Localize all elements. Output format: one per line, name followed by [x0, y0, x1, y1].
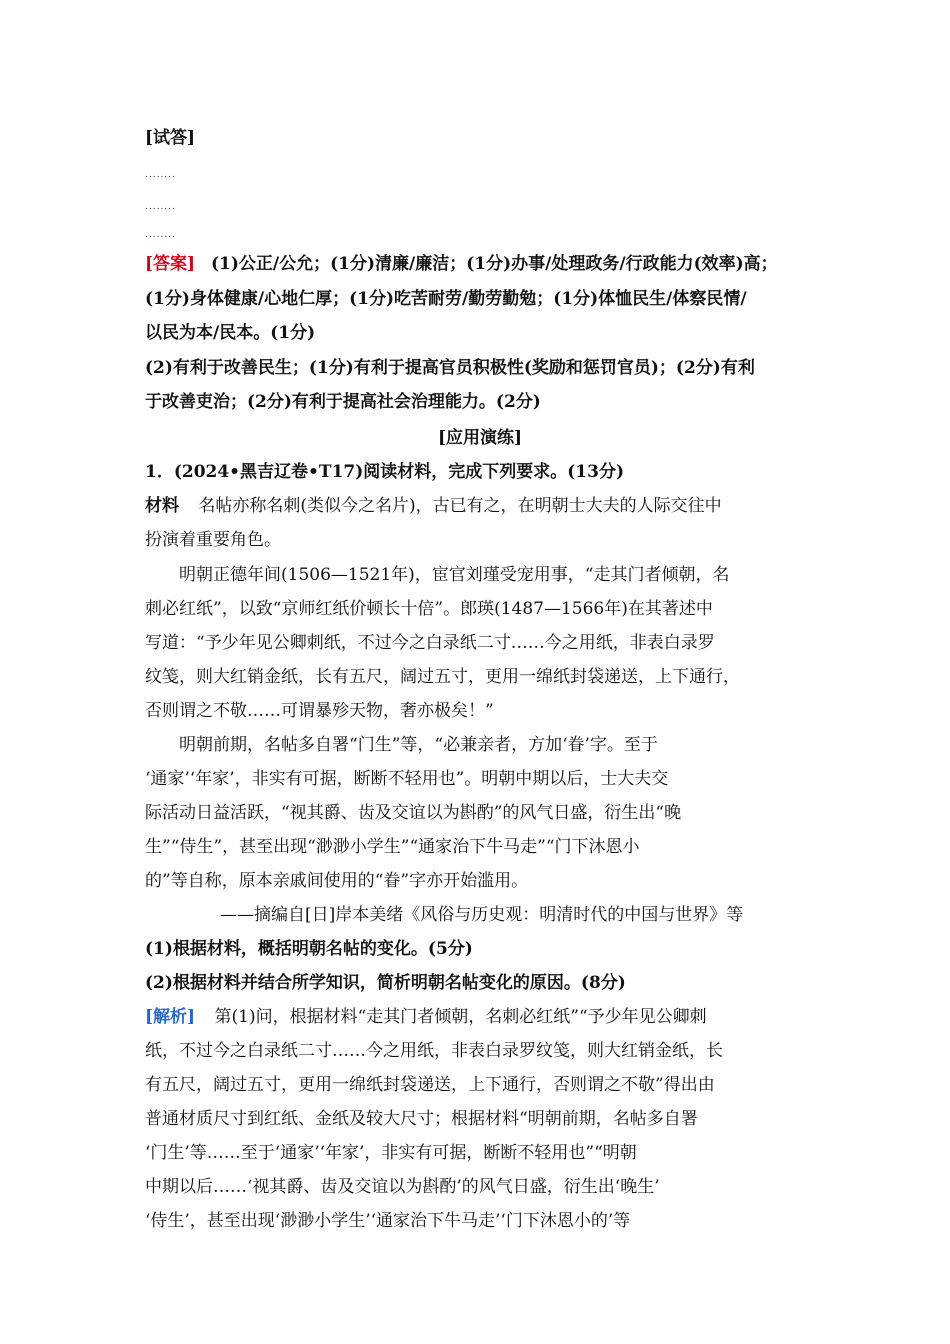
section-title: [应用演练] — [437, 428, 523, 448]
answer-blank-line-2: ........ — [145, 202, 176, 212]
para3-line-5: 的”等自称，原本亲戚间使用的“眷”字亦开始滥用。 — [145, 871, 529, 891]
analysis-line-1 — [145, 1005, 815, 1029]
answer-line-2: (1分)身体健康/心地仁厚；(1分)吃苦耐劳/勤劳勤勉；(1分)体恤民生/体察民情/ — [145, 289, 747, 309]
material-label: 材料 — [145, 496, 179, 516]
para2-line-4: 纹笺，则大红销金纸，长有五尺，阔过五寸，更用一绵纸封袋递送，上下通行， — [145, 667, 740, 687]
material-text-1: 名帖亦称名刺(类似今之名片)，古已有之，在明朝士大夫的人际交往中 — [198, 496, 722, 516]
analysis-line-5: ‘门生’等……至于‘通家’‘年家’，非实有可据，断断不轻用也”“明朝 — [145, 1143, 637, 1163]
para2-line-1: 明朝正德年间(1506—1521年)，宦官刘瑾受宠用事，“走其门者倾朝，名 — [179, 565, 730, 585]
analysis-line-7: ‘侍生’，甚至出现‘渺渺小学生’‘通家治下牛马走’‘门下沐恩小的’等 — [145, 1211, 631, 1231]
material-line-1 — [145, 494, 815, 518]
answer-line-4: (2)有利于改善民生；(1分)有利于提高官员积极性(奖励和惩罚官员)；(2分)有利 — [145, 358, 755, 378]
para2-line-3: 写道：“予少年见公卿刺纸，不过今之白录纸二寸……今之用纸，非表白录罗 — [145, 633, 715, 653]
try-answer-label: [试答] — [145, 128, 196, 148]
sub-question-2: (2)根据材料并结合所学知识，简析明朝名帖变化的原因。(8分) — [145, 973, 626, 993]
answer-line-1 — [145, 252, 815, 276]
para2-line-2: 刺必红纸”，以致“京师红纸价顿长十倍”。郎瑛(1487—1566年)在其著述中 — [145, 599, 713, 619]
para3-line-4: 生”“侍生”，甚至出现“渺渺小学生”“通家治下牛马走”“门下沐恩小 — [145, 837, 640, 857]
sub-question-1: (1)根据材料，概括明朝名帖的变化。(5分) — [145, 939, 473, 959]
analysis-line-2: 纸，不过今之白录纸二寸……今之用纸，非表白录罗纹笺，则大红销金纸，长 — [145, 1041, 723, 1061]
answer-line-3: 以民为本/民本。(1分) — [145, 323, 316, 343]
para2-line-5: 否则谓之不敬……可谓暴殄天物，奢亦极矣！” — [145, 701, 494, 721]
analysis-line-6: 中期以后……‘视其爵、齿及交谊以为斟酌’的风气日盛，衍生出‘晚生’ — [145, 1177, 660, 1197]
para3-line-3: 际活动日益活跃，“视其爵、齿及交谊以为斟酌”的风气日盛，衍生出“晚 — [145, 803, 682, 823]
answer-blank-line-3: ........ — [145, 230, 176, 240]
answer-line-5: 于改善吏治；(2分)有利于提高社会治理能力。(2分) — [145, 392, 541, 412]
answer-text-1: (1)公正/公允；(1分)清廉/廉洁；(1分)办事/处理政务/行政能力(效率)高； — [211, 254, 778, 274]
material-source: ——摘编自[日]岸本美绪《风俗与历史观：明清时代的中国与世界》等 — [220, 905, 744, 925]
para3-line-2: ‘通家’‘年家’，非实有可据，断断不轻用也”。明朝中期以后，士大夫交 — [145, 769, 669, 789]
analysis-text-1: 第(1)问，根据材料“走其门者倾朝，名刺必红纸”“予少年见公卿刺 — [214, 1007, 707, 1027]
material-line-2: 扮演着重要角色。 — [145, 530, 281, 550]
analysis-line-4: 普通材质尺寸到红纸、金纸及较大尺寸；根据材料“明朝前期，名帖多自署 — [145, 1109, 698, 1129]
analysis-tag: [解析] — [145, 1007, 196, 1027]
para3-line-1: 明朝前期，名帖多自署“门生”等，“必兼亲者，方加‘眷’字。至于 — [179, 735, 658, 755]
analysis-line-3: 有五尺，阔过五寸，更用一绵纸封袋递送，上下通行，否则谓之不敬”得出由 — [145, 1075, 715, 1095]
answer-tag: [答案] — [145, 254, 196, 274]
question-head: 1．(2024•黑吉辽卷•T17)阅读材料，完成下列要求。(13分) — [145, 462, 625, 482]
answer-blank-line-1: ........ — [145, 170, 176, 180]
